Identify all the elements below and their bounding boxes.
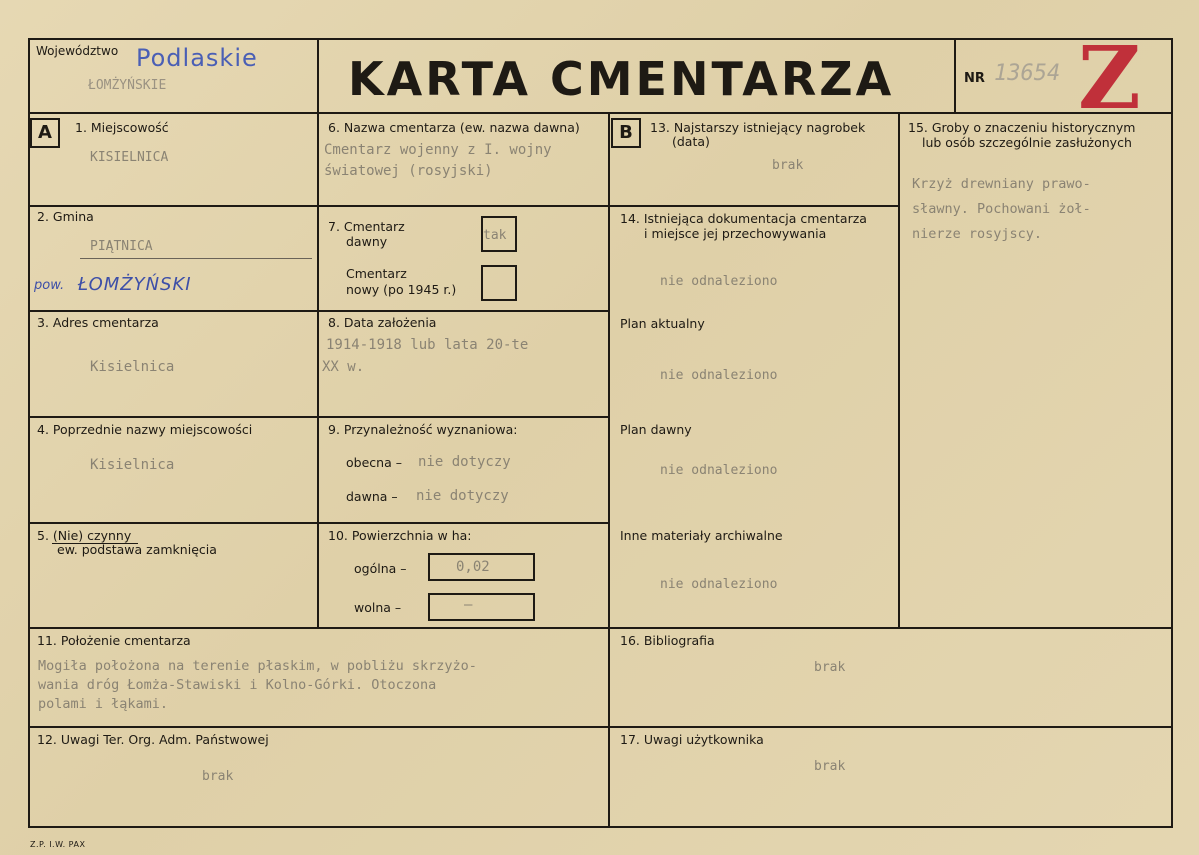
- f16-label: 16. Bibliografia: [620, 633, 715, 648]
- f8-line1: 1914-1918 lub lata 20-te: [326, 337, 529, 353]
- f15-line2: sławny. Pochowani żoł-: [912, 201, 1091, 217]
- plan-former-label: Plan dawny: [620, 422, 692, 437]
- f13-label-1: 13. Najstarszy istniejący nagrobek: [650, 120, 866, 135]
- f15-line3: nierze rosyjscy.: [912, 226, 1043, 242]
- f4-label: 4. Poprzednie nazwy miejscowości: [37, 422, 253, 437]
- f11-line2: wania dróg Łomża-Stawiski i Kolno-Górki. Otoczona: [38, 677, 437, 693]
- f17-value: brak: [814, 759, 846, 774]
- f2-label: 2. Gmina: [37, 209, 94, 224]
- f9-current-value: nie dotyczy: [418, 454, 511, 470]
- f15-label-2: lub osób szczególnie zasłużonych: [922, 135, 1132, 150]
- nr-divider: [954, 38, 956, 114]
- f14-value: nie odnaleziono: [660, 274, 778, 289]
- f13-value: brak: [772, 158, 804, 173]
- other-materials-value: nie odnaleziono: [660, 577, 778, 592]
- row-divider: [28, 416, 318, 418]
- f6-line1: Cmentarz wojenny z I. wojny: [324, 142, 552, 158]
- f6-line2: światowej (rosyjski): [324, 163, 493, 179]
- row-divider: [317, 522, 609, 524]
- f14-label-1: 14. Istniejąca dokumentacja cmentarza: [620, 211, 867, 226]
- f9-label: 9. Przynależność wyznaniowa:: [328, 422, 518, 437]
- voivodeship-stamp: Podlaskie: [136, 44, 258, 72]
- f3-label: 3. Adres cmentarza: [37, 315, 159, 330]
- f2-hand-value: ŁOMŻYŃSKI: [78, 274, 192, 295]
- card-title: KARTA CMENTARZA: [348, 52, 895, 106]
- f7-label-old-2: dawny: [346, 234, 388, 249]
- col2-divider: [608, 112, 610, 828]
- f5-label-closure: ew. podstawa zamknięcia: [57, 542, 217, 557]
- f15-line1: Krzyż drewniany prawo-: [912, 176, 1091, 192]
- voivodeship-old-value: ŁOMŻYŃSKIE: [88, 78, 167, 93]
- lower-divider: [28, 726, 1173, 728]
- f11-label: 11. Położenie cmentarza: [37, 633, 191, 648]
- row-divider: [608, 205, 900, 207]
- f16-value: brak: [814, 660, 846, 675]
- f6-label: 6. Nazwa cmentarza (ew. nazwa dawna): [328, 120, 580, 135]
- f8-line2: XX w.: [322, 359, 365, 375]
- lower-divider: [28, 627, 1173, 629]
- section-b-marker: B: [611, 118, 641, 148]
- row-divider: [28, 522, 318, 524]
- f14-label-2: i miejsce jej przechowywania: [644, 226, 827, 241]
- other-materials-label: Inne materiały archiwalne: [620, 528, 783, 543]
- f1-value: KISIELNICA: [90, 150, 169, 165]
- f1-label: 1. Miejscowość: [75, 120, 169, 135]
- header-divider: [28, 112, 1173, 114]
- f10-free-label: wolna –: [354, 600, 402, 615]
- col1-divider: [317, 38, 319, 628]
- f2-underline: [80, 258, 312, 259]
- f17-label: 17. Uwagi użytkownika: [620, 732, 764, 747]
- f10-free-value: –: [464, 597, 473, 613]
- plan-former-value: nie odnaleziono: [660, 463, 778, 478]
- f9-former-label: dawna –: [346, 489, 398, 504]
- voivodeship-label: Województwo: [36, 44, 119, 58]
- f8-label: 8. Data założenia: [328, 315, 437, 330]
- nr-label: NR: [964, 71, 985, 86]
- row-divider: [317, 416, 609, 418]
- plan-current-label: Plan aktualny: [620, 316, 705, 331]
- f7-old-value: tak: [483, 228, 507, 243]
- f2-value: PIĄTNICA: [90, 239, 153, 254]
- f3-value: Kisielnica: [90, 359, 175, 375]
- f5-label-active: 5. (Nie) czynny: [37, 528, 132, 543]
- printer-imprint: Z.P. I.W. PAX: [30, 840, 86, 849]
- nr-red-mark: Z: [1078, 28, 1141, 129]
- f2-hand-prefix: pow.: [34, 278, 65, 293]
- col3-divider: [898, 112, 900, 628]
- f7-new-checkbox[interactable]: [481, 265, 517, 301]
- row-divider: [28, 310, 318, 312]
- f7-label-new-1: Cmentarz: [346, 266, 407, 281]
- f13-label-2: (data): [672, 134, 710, 149]
- row-divider: [317, 205, 609, 207]
- f9-former-value: nie dotyczy: [416, 488, 509, 504]
- f10-total-label: ogólna –: [354, 561, 407, 576]
- f11-line1: Mogiła położona na terenie płaskim, w pobliżu skrzyżo-: [38, 658, 477, 674]
- nr-value: 13654: [994, 61, 1061, 86]
- f12-label: 12. Uwagi Ter. Org. Adm. Państwowej: [37, 732, 269, 747]
- f9-current-label: obecna –: [346, 455, 402, 470]
- plan-current-value: nie odnaleziono: [660, 368, 778, 383]
- f10-total-value: 0,02: [456, 559, 490, 575]
- row-divider: [28, 205, 318, 207]
- f4-value: Kisielnica: [90, 457, 175, 473]
- f7-label-old-1: 7. Cmentarz: [328, 219, 405, 234]
- f10-free-box[interactable]: [428, 593, 535, 621]
- f10-label: 10. Powierzchnia w ha:: [328, 528, 472, 543]
- f11-line3: polami i łąkami.: [38, 696, 169, 712]
- row-divider: [317, 310, 609, 312]
- f7-label-new-2: nowy (po 1945 r.): [346, 282, 457, 297]
- f12-value: brak: [202, 769, 234, 784]
- f15-label-1: 15. Groby o znaczeniu historycznym: [908, 120, 1136, 135]
- section-a-marker: A: [30, 118, 60, 148]
